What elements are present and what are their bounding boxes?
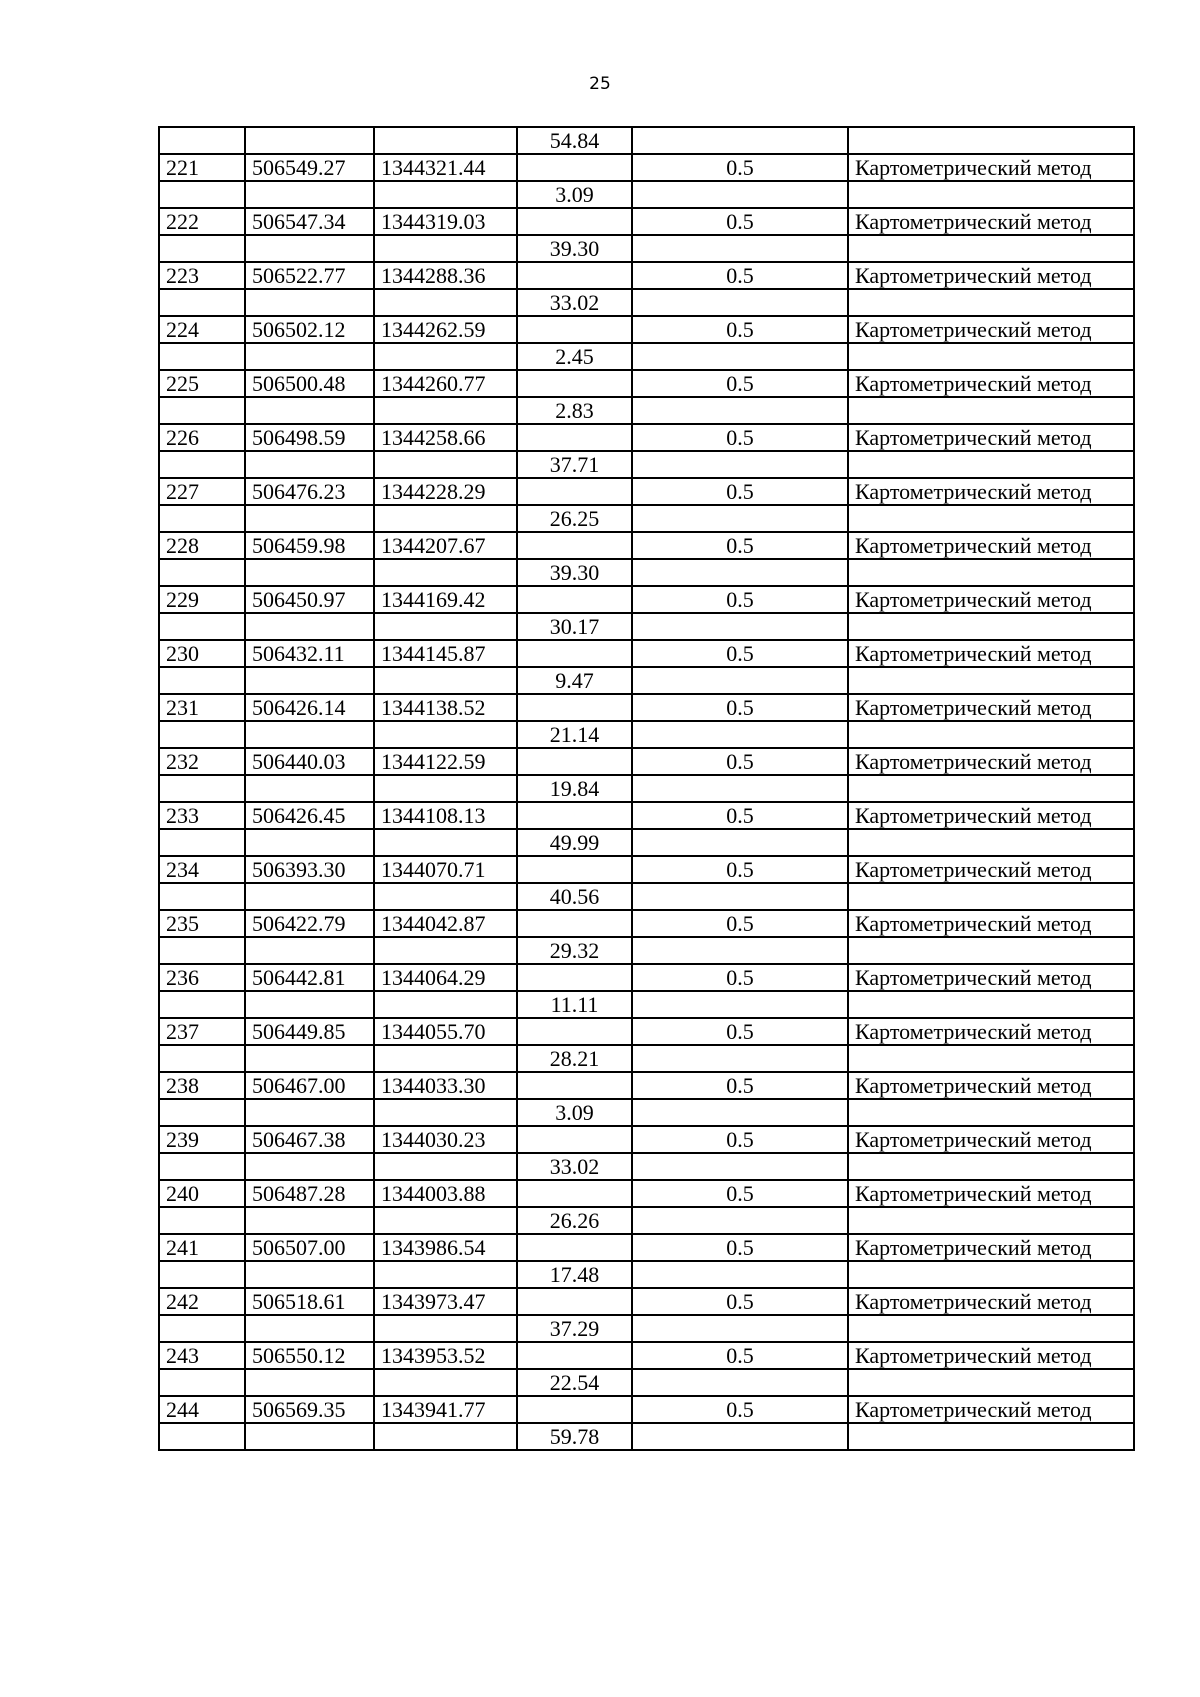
method-cell: Картометрический метод	[848, 424, 1134, 451]
distance-row	[159, 1207, 1134, 1234]
y-coordinate-cell: 1343973.47	[374, 1288, 517, 1315]
point-row	[159, 316, 1134, 343]
point-number-cell: 225	[159, 370, 245, 397]
point-row	[159, 1180, 1134, 1207]
accuracy-cell: 0.5	[632, 694, 848, 721]
point-number-cell: 243	[159, 1342, 245, 1369]
y-coordinate-cell: 1344228.29	[374, 478, 517, 505]
method-cell: Картометрический метод	[848, 856, 1134, 883]
point-row	[159, 640, 1134, 667]
distance-cell: 39.30	[517, 235, 632, 262]
x-coordinate-cell: 506467.38	[245, 1126, 374, 1153]
x-coordinate-cell: 506426.14	[245, 694, 374, 721]
page-number: 25	[589, 74, 611, 94]
method-cell: Картометрический метод	[848, 910, 1134, 937]
x-coordinate-cell: 506500.48	[245, 370, 374, 397]
method-cell: Картометрический метод	[848, 316, 1134, 343]
y-coordinate-cell: 1344070.71	[374, 856, 517, 883]
method-cell: Картометрический метод	[848, 1342, 1134, 1369]
point-row	[159, 802, 1134, 829]
distance-cell: 3.09	[517, 181, 632, 208]
x-coordinate-cell: 506498.59	[245, 424, 374, 451]
point-number-cell: 239	[159, 1126, 245, 1153]
point-row	[159, 370, 1134, 397]
y-coordinate-cell: 1344138.52	[374, 694, 517, 721]
accuracy-cell: 0.5	[632, 208, 848, 235]
x-coordinate-cell: 506569.35	[245, 1396, 374, 1423]
y-coordinate-cell: 1344042.87	[374, 910, 517, 937]
point-row	[159, 1072, 1134, 1099]
distance-cell: 33.02	[517, 289, 632, 316]
method-cell: Картометрический метод	[848, 478, 1134, 505]
distance-cell: 21.14	[517, 721, 632, 748]
accuracy-cell: 0.5	[632, 802, 848, 829]
distance-row	[159, 181, 1134, 208]
y-coordinate-cell: 1344321.44	[374, 154, 517, 181]
distance-row	[159, 775, 1134, 802]
point-number-cell: 221	[159, 154, 245, 181]
point-number-cell: 233	[159, 802, 245, 829]
distance-row	[159, 991, 1134, 1018]
accuracy-cell: 0.5	[632, 262, 848, 289]
distance-cell: 37.71	[517, 451, 632, 478]
point-row	[159, 1126, 1134, 1153]
distance-cell: 30.17	[517, 613, 632, 640]
point-number-cell: 240	[159, 1180, 245, 1207]
point-row	[159, 424, 1134, 451]
accuracy-cell: 0.5	[632, 316, 848, 343]
x-coordinate-cell: 506507.00	[245, 1234, 374, 1261]
y-coordinate-cell: 1344033.30	[374, 1072, 517, 1099]
distance-row	[159, 1315, 1134, 1342]
distance-row	[159, 1423, 1134, 1450]
distance-row	[159, 829, 1134, 856]
point-row	[159, 532, 1134, 559]
accuracy-cell: 0.5	[632, 154, 848, 181]
distance-cell: 54.84	[517, 127, 632, 154]
x-coordinate-cell: 506467.00	[245, 1072, 374, 1099]
x-coordinate-cell: 506442.81	[245, 964, 374, 991]
method-cell: Картометрический метод	[848, 1180, 1134, 1207]
method-cell: Картометрический метод	[848, 262, 1134, 289]
y-coordinate-cell: 1344260.77	[374, 370, 517, 397]
x-coordinate-cell: 506522.77	[245, 262, 374, 289]
distance-row	[159, 1099, 1134, 1126]
point-row	[159, 910, 1134, 937]
accuracy-cell: 0.5	[632, 1126, 848, 1153]
point-number-cell: 244	[159, 1396, 245, 1423]
distance-cell: 40.56	[517, 883, 632, 910]
point-number-cell: 227	[159, 478, 245, 505]
point-row	[159, 1288, 1134, 1315]
distance-row	[159, 235, 1134, 262]
method-cell: Картометрический метод	[848, 1234, 1134, 1261]
point-number-cell: 223	[159, 262, 245, 289]
point-number-cell: 238	[159, 1072, 245, 1099]
x-coordinate-cell: 506502.12	[245, 316, 374, 343]
method-cell: Картометрический метод	[848, 1018, 1134, 1045]
accuracy-cell: 0.5	[632, 964, 848, 991]
point-number-cell: 224	[159, 316, 245, 343]
y-coordinate-cell: 1344064.29	[374, 964, 517, 991]
point-row	[159, 586, 1134, 613]
distance-row	[159, 343, 1134, 370]
distance-cell: 19.84	[517, 775, 632, 802]
point-number-cell: 222	[159, 208, 245, 235]
x-coordinate-cell: 506459.98	[245, 532, 374, 559]
accuracy-cell: 0.5	[632, 424, 848, 451]
method-cell: Картометрический метод	[848, 964, 1134, 991]
method-cell: Картометрический метод	[848, 640, 1134, 667]
y-coordinate-cell: 1344108.13	[374, 802, 517, 829]
x-coordinate-cell: 506450.97	[245, 586, 374, 613]
point-row	[159, 208, 1134, 235]
accuracy-cell: 0.5	[632, 532, 848, 559]
x-coordinate-cell: 506426.45	[245, 802, 374, 829]
accuracy-cell: 0.5	[632, 1342, 848, 1369]
y-coordinate-cell: 1344258.66	[374, 424, 517, 451]
coordinates-table	[158, 126, 1135, 1451]
point-row	[159, 1018, 1134, 1045]
y-coordinate-cell: 1344262.59	[374, 316, 517, 343]
distance-row	[159, 397, 1134, 424]
distance-row	[159, 1261, 1134, 1288]
point-number-cell: 226	[159, 424, 245, 451]
method-cell: Картометрический метод	[848, 1288, 1134, 1315]
y-coordinate-cell: 1344145.87	[374, 640, 517, 667]
distance-cell: 28.21	[517, 1045, 632, 1072]
distance-cell: 2.83	[517, 397, 632, 424]
x-coordinate-cell: 506549.27	[245, 154, 374, 181]
distance-cell: 3.09	[517, 1099, 632, 1126]
point-number-cell: 230	[159, 640, 245, 667]
point-row	[159, 154, 1134, 181]
point-row	[159, 748, 1134, 775]
distance-row	[159, 127, 1134, 154]
point-number-cell: 234	[159, 856, 245, 883]
distance-row	[159, 613, 1134, 640]
distance-cell: 2.45	[517, 343, 632, 370]
point-number-cell: 241	[159, 1234, 245, 1261]
coordinates-table-body	[159, 127, 1134, 1450]
point-row	[159, 262, 1134, 289]
x-coordinate-cell: 506432.11	[245, 640, 374, 667]
x-coordinate-cell: 506422.79	[245, 910, 374, 937]
accuracy-cell: 0.5	[632, 1018, 848, 1045]
accuracy-cell: 0.5	[632, 370, 848, 397]
point-number-cell: 236	[159, 964, 245, 991]
distance-cell: 26.25	[517, 505, 632, 532]
y-coordinate-cell: 1344319.03	[374, 208, 517, 235]
distance-cell: 9.47	[517, 667, 632, 694]
method-cell: Картометрический метод	[848, 1396, 1134, 1423]
distance-cell: 26.26	[517, 1207, 632, 1234]
distance-cell: 22.54	[517, 1369, 632, 1396]
distance-row	[159, 505, 1134, 532]
distance-cell: 49.99	[517, 829, 632, 856]
method-cell: Картометрический метод	[848, 1126, 1134, 1153]
accuracy-cell: 0.5	[632, 586, 848, 613]
x-coordinate-cell: 506393.30	[245, 856, 374, 883]
distance-cell: 33.02	[517, 1153, 632, 1180]
point-row	[159, 478, 1134, 505]
distance-cell: 17.48	[517, 1261, 632, 1288]
x-coordinate-cell: 506550.12	[245, 1342, 374, 1369]
distance-row	[159, 667, 1134, 694]
method-cell: Картометрический метод	[848, 370, 1134, 397]
point-number-cell: 242	[159, 1288, 245, 1315]
point-row	[159, 856, 1134, 883]
distance-row	[159, 289, 1134, 316]
distance-row	[159, 1045, 1134, 1072]
y-coordinate-cell: 1344169.42	[374, 586, 517, 613]
y-coordinate-cell: 1343941.77	[374, 1396, 517, 1423]
accuracy-cell: 0.5	[632, 910, 848, 937]
point-number-cell: 232	[159, 748, 245, 775]
method-cell: Картометрический метод	[848, 802, 1134, 829]
accuracy-cell: 0.5	[632, 1180, 848, 1207]
accuracy-cell: 0.5	[632, 748, 848, 775]
method-cell: Картометрический метод	[848, 154, 1134, 181]
distance-row	[159, 883, 1134, 910]
point-row	[159, 694, 1134, 721]
distance-row	[159, 451, 1134, 478]
x-coordinate-cell: 506440.03	[245, 748, 374, 775]
distance-cell: 39.30	[517, 559, 632, 586]
point-number-cell: 235	[159, 910, 245, 937]
point-row	[159, 1234, 1134, 1261]
method-cell: Картометрический метод	[848, 1072, 1134, 1099]
accuracy-cell: 0.5	[632, 1234, 848, 1261]
x-coordinate-cell: 506547.34	[245, 208, 374, 235]
y-coordinate-cell: 1344003.88	[374, 1180, 517, 1207]
distance-row	[159, 559, 1134, 586]
distance-row	[159, 721, 1134, 748]
distance-cell: 37.29	[517, 1315, 632, 1342]
method-cell: Картометрический метод	[848, 208, 1134, 235]
distance-cell: 59.78	[517, 1423, 632, 1450]
accuracy-cell: 0.5	[632, 1072, 848, 1099]
y-coordinate-cell: 1343986.54	[374, 1234, 517, 1261]
method-cell: Картометрический метод	[848, 586, 1134, 613]
x-coordinate-cell: 506518.61	[245, 1288, 374, 1315]
y-coordinate-cell: 1344030.23	[374, 1126, 517, 1153]
point-number-cell: 231	[159, 694, 245, 721]
point-number-cell: 237	[159, 1018, 245, 1045]
distance-cell: 11.11	[517, 991, 632, 1018]
x-coordinate-cell: 506449.85	[245, 1018, 374, 1045]
y-coordinate-cell: 1343953.52	[374, 1342, 517, 1369]
distance-row	[159, 1153, 1134, 1180]
point-row	[159, 1342, 1134, 1369]
distance-cell: 29.32	[517, 937, 632, 964]
x-coordinate-cell: 506487.28	[245, 1180, 374, 1207]
point-number-cell: 229	[159, 586, 245, 613]
y-coordinate-cell: 1344055.70	[374, 1018, 517, 1045]
accuracy-cell: 0.5	[632, 640, 848, 667]
point-row	[159, 1396, 1134, 1423]
x-coordinate-cell: 506476.23	[245, 478, 374, 505]
accuracy-cell: 0.5	[632, 856, 848, 883]
accuracy-cell: 0.5	[632, 1288, 848, 1315]
distance-row	[159, 937, 1134, 964]
method-cell: Картометрический метод	[848, 532, 1134, 559]
y-coordinate-cell: 1344288.36	[374, 262, 517, 289]
point-number-cell: 228	[159, 532, 245, 559]
method-cell: Картометрический метод	[848, 748, 1134, 775]
y-coordinate-cell: 1344122.59	[374, 748, 517, 775]
method-cell: Картометрический метод	[848, 694, 1134, 721]
accuracy-cell: 0.5	[632, 478, 848, 505]
distance-row	[159, 1369, 1134, 1396]
point-row	[159, 964, 1134, 991]
y-coordinate-cell: 1344207.67	[374, 532, 517, 559]
accuracy-cell: 0.5	[632, 1396, 848, 1423]
